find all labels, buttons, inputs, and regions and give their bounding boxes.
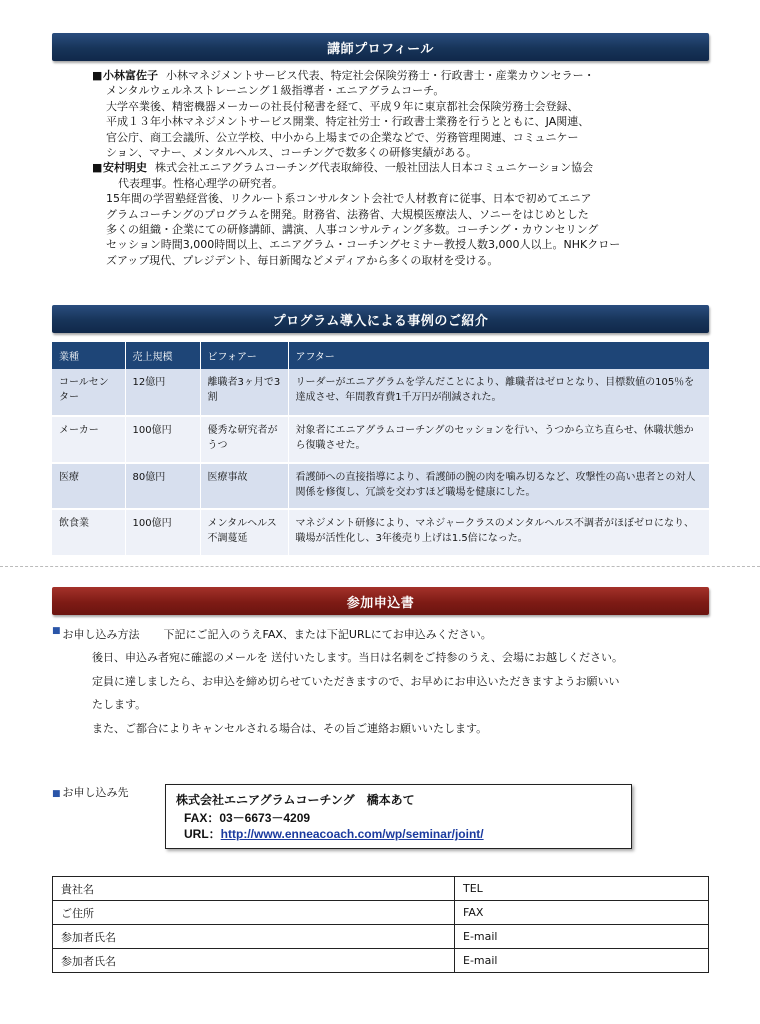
destination-label <box>52 784 129 800</box>
profile-line: 15年間の学習塾経営後、リクルート系コンサルタント会社で人材教育に従事、日本で初めてエニア <box>106 192 592 206</box>
instructor-title: 株式会社エニアグラムコーチング代表取締役、一般社団法人日本コミュニケーション協会 <box>155 161 594 175</box>
table-cell: 優秀な研究者がうつ <box>200 416 288 463</box>
profile-line: セッション時間3,000時間以上、エニアグラム・コーチングセミナー教授人数3,000人以上。NHKクロー <box>106 238 621 252</box>
cases-section-title: プログラム導入による事例のご紹介 <box>272 313 489 329</box>
table-cell: 医療 <box>52 463 125 509</box>
profile-line: ズアップ現代、プレジデント、毎日新聞などメディアから多くの取材を受ける。 <box>106 253 499 267</box>
instructor-name: 安村明史 <box>103 161 147 175</box>
table-row <box>52 509 709 556</box>
bullet-square-icon: ■ <box>52 789 61 799</box>
form-field-participant-name[interactable]: 参加者氏名 <box>53 925 455 949</box>
form-field-tel[interactable]: TEL <box>455 877 709 901</box>
table-cell: 80億円 <box>125 463 200 509</box>
destination-box <box>165 784 632 849</box>
profile-entry <box>92 68 712 160</box>
table-cell: 離職者3ヶ月で3割 <box>200 369 288 416</box>
destination-fax: FAX：03－6673－4209 <box>184 811 311 825</box>
instructor-name: 小林富佐子 <box>103 69 158 82</box>
form-row <box>53 949 709 973</box>
bullet-square-icon: ■ <box>92 161 103 175</box>
profile-line: グラムコーチングのプログラムを開発。財務省、法務省、大規模医療法人、ソニーをはじめとした <box>106 207 589 221</box>
table-header-row <box>52 342 709 369</box>
form-field-participant-name[interactable]: 参加者氏名 <box>53 949 455 973</box>
destination-url-line <box>176 826 621 842</box>
destination-label-text: お申し込み先 <box>62 786 129 799</box>
apply-method-label: お申し込み方法 <box>62 628 140 641</box>
instructor-title: 小林マネジメントサービス代表、特定社会保険労務士・行政書士・産業カウンセラー・ <box>166 69 595 82</box>
table-cell: リーダーがエニアグラムを学んだことにより、離職者はゼロとなり、目標数値の105％を達成させ、年間教育費1千万円が削減された。 <box>288 369 709 416</box>
form-field-email[interactable]: E-mail <box>455 949 709 973</box>
table-cell: 100億円 <box>125 416 200 463</box>
apply-method-text: 下記にご記入のうえFAX、または下記URLにてお申込みください。 <box>163 628 492 641</box>
url-label: URL： <box>184 827 221 841</box>
bullet-square-icon: ■ <box>52 626 61 636</box>
column-header: 売上規模 <box>125 342 200 369</box>
form-field-fax[interactable]: FAX <box>455 901 709 925</box>
apply-section-banner <box>52 587 709 615</box>
form-field-company[interactable]: 貴社名 <box>53 877 455 901</box>
form-row <box>53 901 709 925</box>
table-cell: 看護師への直接指導により、看護師の腕の肉を噛み切るなど、攻撃性の高い患者との対人関係を修復し、冗談を交わすほど職場を健康にした。 <box>288 463 709 509</box>
table-cell: マネジメント研修により、マネジャークラスのメンタルヘルス不調者がほぼゼロになり、職場が活性化し、3年後売り上げは1.5倍になった。 <box>288 509 709 556</box>
case-study-table <box>52 342 709 557</box>
cut-line-divider <box>0 566 760 567</box>
profile-line: 多くの組織・企業にての研修講師、講演、人事コンサルティング多数。コーチング・カウンセリング <box>106 223 599 237</box>
table-cell: 100億円 <box>125 509 200 556</box>
column-header: アフター <box>288 342 709 369</box>
table-cell: 飲食業 <box>52 509 125 556</box>
table-cell: 12億円 <box>125 369 200 416</box>
column-header: ビフォアー <box>200 342 288 369</box>
profile-section-title: 講師プロフィール <box>327 41 434 57</box>
table-cell: コールセンター <box>52 369 125 416</box>
apply-section-title: 参加申込書 <box>346 595 415 611</box>
application-url-link[interactable]: http://www.enneacoach.com/wp/seminar/joint/ <box>220 827 484 841</box>
profile-line: 平成１３年小林マネジメントサービス開業、特定社労士・行政書士業務を行うとともに、JA関連、 <box>106 115 590 129</box>
profile-line: メンタルウェルネストレーニング１級指導者・エニアグラムコーチ。 <box>106 84 445 98</box>
profile-line: 官公庁、商工会議所、公立学校、中小から上場までの企業などで、労務管理関連、コミュニケー <box>106 130 579 144</box>
table-cell: 医療事故 <box>200 463 288 509</box>
form-field-email[interactable]: E-mail <box>455 925 709 949</box>
apply-note-line: たします。 <box>92 698 147 711</box>
apply-instructions <box>52 626 732 740</box>
profile-line: 代表理事。性格心理学の研究者。 <box>118 176 283 190</box>
apply-note-line: 定員に達しましたら、お申込を締め切らせていただきますので、お早めにお申込いただきますようお願いい <box>92 674 620 688</box>
cases-section-banner <box>52 305 709 333</box>
table-cell: メンタルヘルス不調蔓延 <box>200 509 288 556</box>
profile-line: 大学卒業後、精密機器メーカーの社長付秘書を経て、平成９年に東京都社会保険労務士会登録、 <box>106 99 579 113</box>
profile-section-banner <box>52 33 709 61</box>
apply-note-line: 後日、申込み者宛に確認のメールを 送付いたします。当日は名刺をご持参のうえ、会場にお越しください。 <box>92 651 624 664</box>
table-cell: メーカー <box>52 416 125 463</box>
table-row <box>52 463 709 509</box>
table-cell: 対象者にエニアグラムコーチングのセッションを行い、うつから立ち直らせ、休職状態から復職させた。 <box>288 416 709 463</box>
form-row <box>53 925 709 949</box>
destination-company: 株式会社エニアグラムコーチング 橋本あて <box>176 793 415 807</box>
bullet-square-icon: ■ <box>92 69 103 82</box>
instructor-profiles <box>92 68 712 268</box>
apply-note-line: また、ご都合によりキャンセルされる場合は、その旨ご連絡お願いいたします。 <box>92 721 488 735</box>
table-row <box>52 369 709 416</box>
form-row <box>53 877 709 901</box>
profile-entry <box>92 160 712 268</box>
form-field-address[interactable]: ご住所 <box>53 901 455 925</box>
profile-line: ション、マナー、メンタルヘルス、コーチングで数多くの研修実績がある。 <box>106 146 478 160</box>
application-form-table <box>52 876 709 973</box>
table-row <box>52 416 709 463</box>
column-header: 業種 <box>52 342 125 369</box>
